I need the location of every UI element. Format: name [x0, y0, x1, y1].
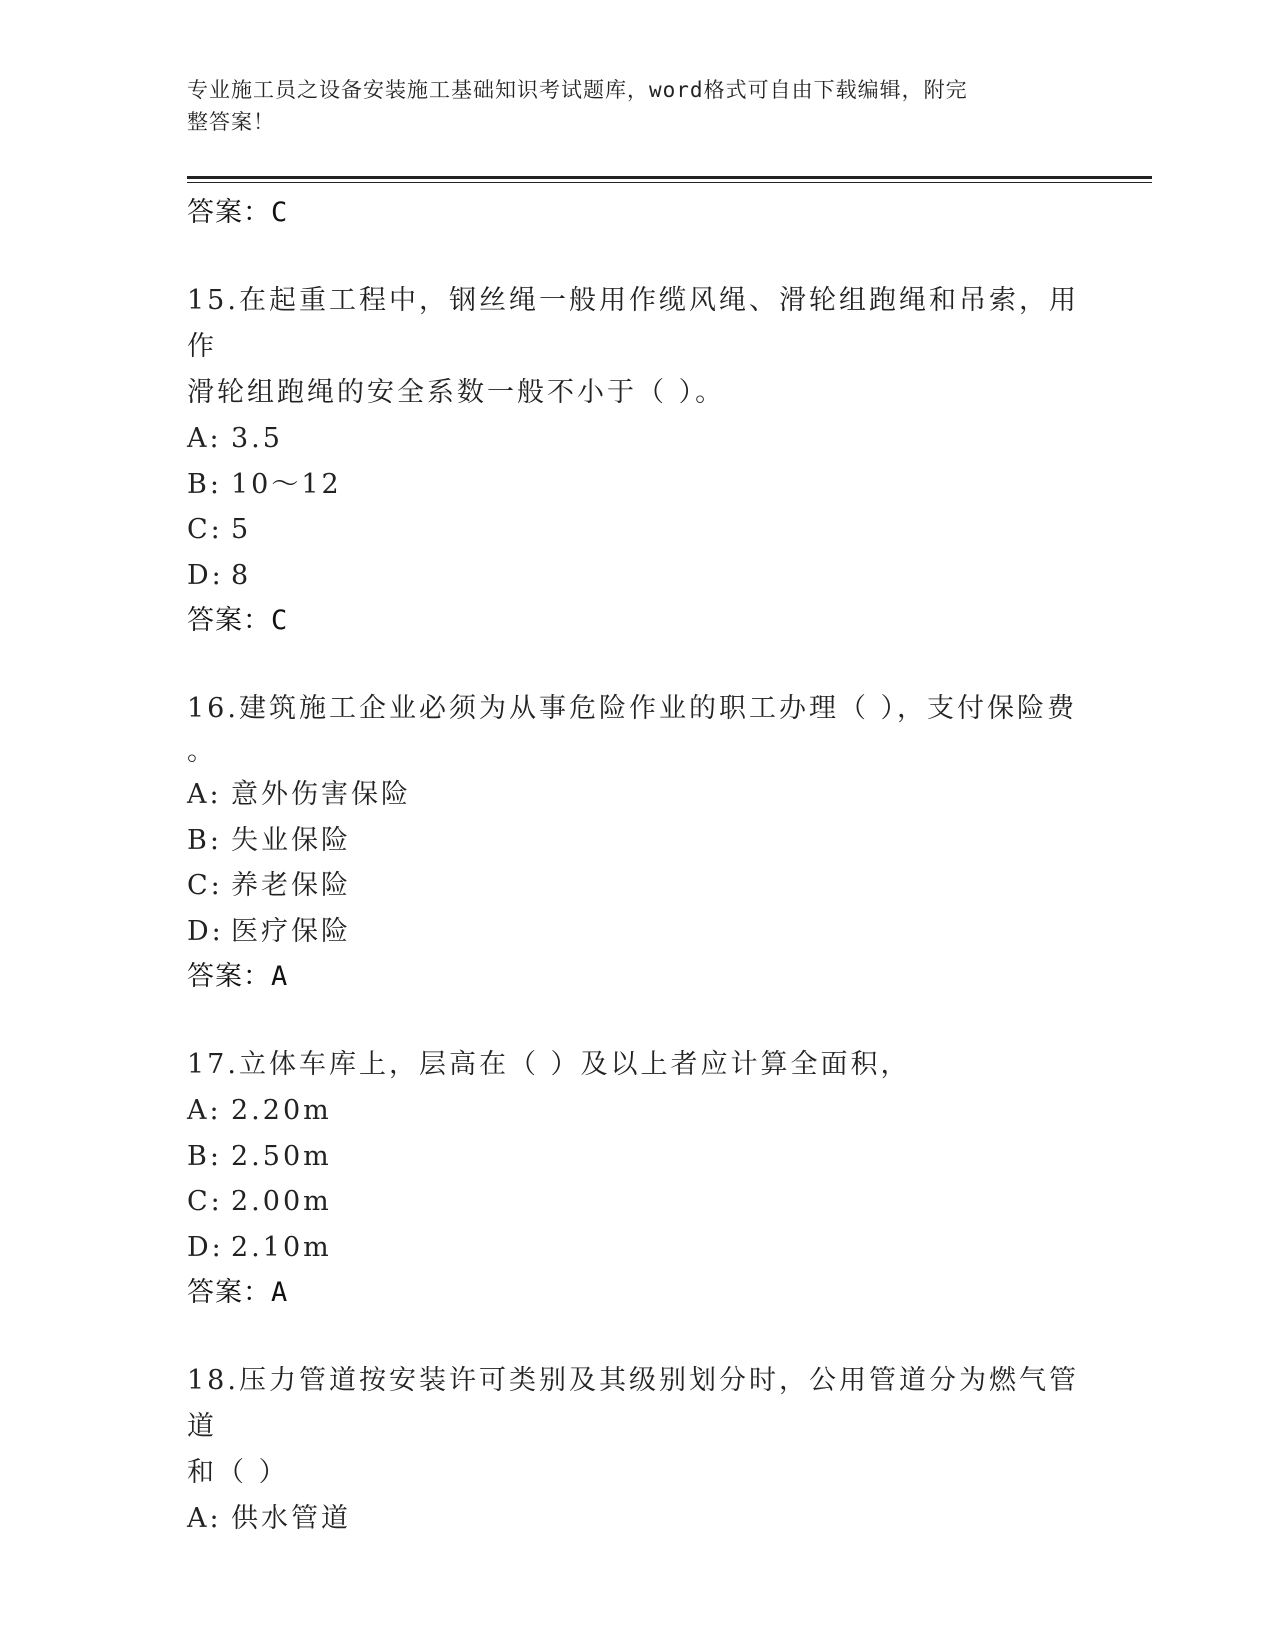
- question-15: [187, 278, 1087, 644]
- option-letter: A:: [187, 423, 222, 454]
- option-b: [187, 1134, 1087, 1180]
- question-stem: [187, 1358, 1087, 1496]
- option-text: 供水管道: [231, 1503, 351, 1534]
- option-letter: D:: [187, 559, 224, 591]
- option-a: [187, 1496, 1087, 1542]
- option-c: [187, 863, 1087, 909]
- option-text: 养老保险: [231, 870, 351, 901]
- option-c: [187, 1179, 1087, 1225]
- header-line-2: 整答案！: [187, 110, 275, 134]
- option-text: 失业保险: [231, 824, 351, 856]
- stem-line: 。: [187, 736, 217, 767]
- option-text: 2.50m: [231, 1140, 332, 1172]
- option-b: [187, 818, 1087, 864]
- option-a: [187, 416, 1087, 462]
- previous-answer: 答案：C: [187, 197, 289, 228]
- stem-line: 和（ ）: [187, 1457, 289, 1488]
- option-letter: D:: [187, 1231, 224, 1263]
- header-line-1: 专业施工员之设备安装施工基础知识考试题库，word格式可自由下载编辑，附完: [187, 78, 968, 102]
- option-text: 3.5: [231, 423, 283, 454]
- option-text: 10～12: [231, 468, 342, 500]
- option-d: [187, 909, 1087, 955]
- option-a: [187, 772, 1087, 818]
- document-header: [187, 74, 1067, 138]
- option-letter: B:: [187, 1140, 222, 1172]
- stem-line: 15.在起重工程中，钢丝绳一般用作缆风绳、滑轮组跑绳和吊索，用作: [187, 285, 1079, 362]
- option-letter: D:: [187, 915, 224, 947]
- question-16: [187, 686, 1087, 1000]
- question-stem: [187, 686, 1087, 772]
- option-text: 2.20m: [231, 1095, 332, 1126]
- option-letter: C:: [187, 514, 223, 545]
- question-stem: [187, 278, 1087, 416]
- option-text: 8: [231, 559, 252, 591]
- stem-line: 滑轮组跑绳的安全系数一般不小于（ ）。: [187, 377, 726, 408]
- option-d: [187, 553, 1087, 599]
- option-text: 意外伤害保险: [231, 779, 411, 810]
- stem-line: 16.建筑施工企业必须为从事危险作业的职工办理（ ），支付保险费: [187, 693, 1078, 724]
- option-letter: B:: [187, 824, 222, 856]
- option-d: [187, 1225, 1087, 1271]
- option-text: 5: [231, 514, 252, 545]
- option-text: 2.10m: [231, 1231, 332, 1263]
- option-text: 2.00m: [231, 1186, 332, 1217]
- question-18: [187, 1358, 1087, 1542]
- answer-line: 答案：A: [187, 1277, 289, 1308]
- question-17: [187, 1042, 1087, 1316]
- option-a: [187, 1088, 1087, 1134]
- header-divider-thin: [187, 182, 1152, 183]
- answer-line: 答案：C: [187, 605, 289, 636]
- option-letter: C:: [187, 1186, 223, 1217]
- option-letter: A:: [187, 1503, 222, 1534]
- option-letter: A:: [187, 1095, 222, 1126]
- question-stem: [187, 1042, 1087, 1088]
- option-letter: B:: [187, 468, 222, 500]
- option-letter: C:: [187, 870, 223, 901]
- stem-line: 17.立体车库上，层高在（ ）及以上者应计算全面积，: [187, 1049, 911, 1080]
- option-c: [187, 507, 1087, 553]
- header-divider-thick: [187, 176, 1152, 179]
- answer-line: 答案：A: [187, 961, 289, 992]
- stem-line: 18.压力管道按安装许可类别及其级别划分时，公用管道分为燃气管道: [187, 1365, 1079, 1442]
- question-list: [187, 190, 1087, 1542]
- option-b: [187, 462, 1087, 508]
- option-letter: A:: [187, 779, 222, 810]
- option-text: 医疗保险: [231, 915, 351, 947]
